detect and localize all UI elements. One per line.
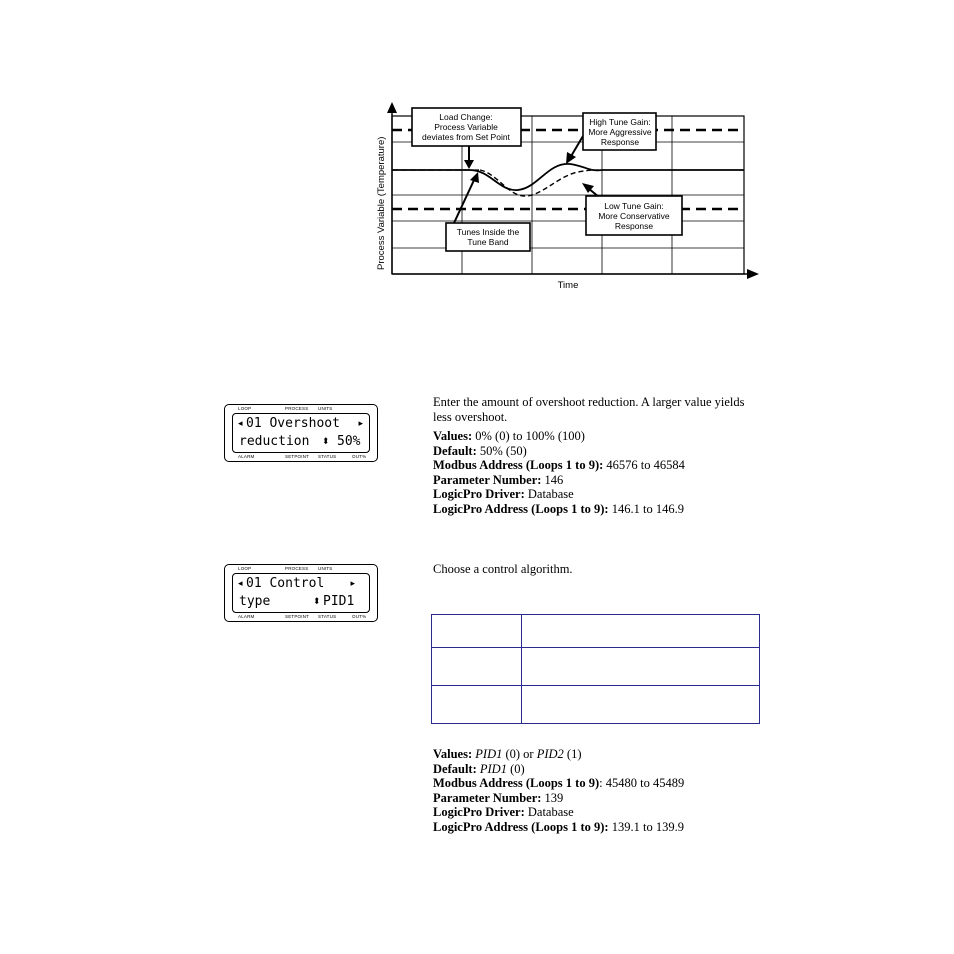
- lcd-label-alarm: ALARM: [238, 614, 255, 619]
- callout-tune-band: [446, 223, 530, 251]
- callout-low-gain: [586, 196, 682, 235]
- lcd-line-2-value: 50%: [337, 434, 361, 449]
- callout-load-change-line1: Process Variable: [434, 122, 498, 132]
- lcd-label-setpoint: SETPOINT: [285, 614, 310, 619]
- overshoot-modbus: Modbus Address (Loops 1 to 9): 46576 to 46584: [433, 458, 685, 473]
- overshoot-description: Enter the amount of overshoot reduction. A larger value yields less overshoot.: [433, 395, 745, 424]
- callout-tune-band-line2: Tune Band: [467, 237, 509, 247]
- right-arrow-icon: ▸: [350, 578, 355, 588]
- control-modbus: Modbus Address (Loops 1 to 9): 45480 to 45489: [433, 776, 685, 791]
- callout-high-gain-title: High Tune Gain:: [589, 117, 651, 127]
- lcd-control-display: [224, 564, 378, 622]
- y-axis-label: Process Variable (Temperature): [376, 136, 387, 270]
- y-axis-arrow-icon: [387, 102, 397, 113]
- overshoot-param-number: Parameter Number: 146: [433, 472, 564, 487]
- lcd-label-out: OUT%: [352, 454, 367, 459]
- lcd-screen: [232, 413, 370, 453]
- lcd-line-1: 01 Control: [246, 576, 325, 591]
- callout-tune-band-line1: Tunes Inside the: [456, 227, 520, 237]
- control-logicpro-address: LogicPro Address (Loops 1 to 9): 139.1 to 139.9: [433, 819, 684, 834]
- lcd-label-units: UNITS: [318, 406, 333, 411]
- control-algorithm-table: [431, 614, 760, 724]
- lcd-label-alarm: ALARM: [238, 454, 255, 459]
- left-arrow-icon: ◂: [238, 418, 243, 428]
- callout-load-change: [412, 108, 521, 146]
- lcd-label-loop: LOOP: [238, 566, 252, 571]
- up-down-arrow-icon: ⬍: [313, 596, 321, 606]
- control-driver: LogicPro Driver: Database: [433, 805, 574, 820]
- callout-low-gain-line1: More Conservative: [598, 211, 670, 221]
- callout-low-gain-title: Low Tune Gain:: [604, 201, 664, 211]
- control-values: Values: PID1 (0) or PID2 (1): [433, 747, 582, 761]
- lcd-label-units: UNITS: [318, 566, 333, 571]
- lcd-line-1: 01 Overshoot: [246, 416, 340, 431]
- lcd-label-status: STATUS: [318, 454, 337, 459]
- up-down-arrow-icon: ⬍: [322, 436, 330, 446]
- high-gain-response-curve: [392, 164, 744, 190]
- overshoot-parameters: [433, 429, 773, 517]
- callout-high-gain: [583, 113, 656, 150]
- lcd-label-process: PROCESS: [285, 566, 309, 571]
- overshoot-logicpro-address: LogicPro Address (Loops 1 to 9): 146.1 to 146.9: [433, 501, 684, 516]
- lcd-label-setpoint: SETPOINT: [285, 454, 310, 459]
- control-param-number: Parameter Number: 139: [433, 790, 564, 805]
- callout-high-gain-line1: More Aggressive: [588, 127, 652, 137]
- lcd-label-status: STATUS: [318, 614, 337, 619]
- control-parameters: [433, 747, 773, 835]
- control-default: Default: PID1 (0): [433, 761, 525, 776]
- x-axis-arrow-icon: [747, 269, 759, 279]
- lcd-overshoot-display: [224, 404, 378, 462]
- left-arrow-icon: ◂: [238, 578, 243, 588]
- lcd-line-2-value: PID1: [323, 594, 355, 609]
- callout-low-gain-line2: Response: [614, 221, 654, 231]
- lcd-line-2-label: type: [239, 594, 271, 609]
- overshoot-default: Default: 50% (50): [433, 443, 527, 458]
- control-description: Choose a control algorithm.: [433, 562, 573, 576]
- lcd-screen: [232, 573, 370, 613]
- callout-load-change-title: Load Change:: [439, 112, 493, 122]
- tune-band-diagram: [370, 100, 765, 300]
- lcd-label-loop: LOOP: [238, 406, 252, 411]
- right-arrow-icon: ▸: [358, 418, 363, 428]
- lcd-label-process: PROCESS: [285, 406, 309, 411]
- overshoot-driver: LogicPro Driver: Database: [433, 487, 574, 502]
- callout-high-gain-line2: Response: [600, 137, 640, 147]
- lcd-line-2-label: reduction: [239, 434, 310, 449]
- lcd-label-out: OUT%: [352, 614, 367, 619]
- overshoot-values: Values: 0% (0) to 100% (100): [433, 429, 585, 443]
- x-axis-label: Time: [557, 280, 579, 291]
- callout-load-change-line2: deviates from Set Point: [422, 132, 510, 142]
